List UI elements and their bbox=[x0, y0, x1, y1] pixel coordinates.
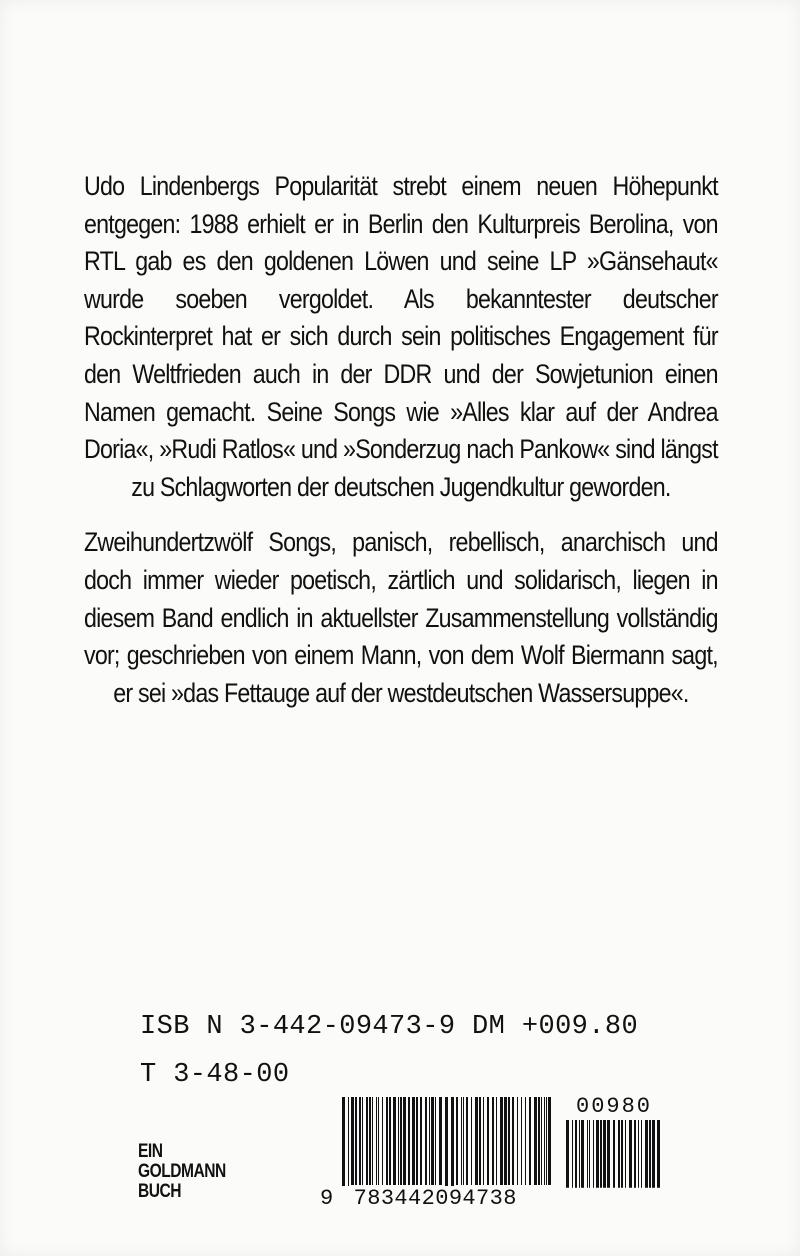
blurb-text bbox=[84, 168, 718, 712]
publisher-logo-line-2: GOLDMANN bbox=[138, 1161, 226, 1182]
blurb-paragraph-2: Zweihundertzwölf Songs, panisch, rebellisch, anarchisch und doch immer wieder poetisch, zärtlich und solidarisch, liegen in diesem Band endlich in aktuellster Zusammenstellung vollständig vor; geschrieben von einem Mann, von dem Wolf Biermann sagt, er sei »das Fettauge auf der westdeutschen Wassersuppe«. bbox=[84, 527, 718, 708]
publisher-logo-line-3: BUCH bbox=[138, 1181, 182, 1202]
barcode-number: 783442094738 bbox=[353, 1186, 517, 1211]
price-group-code: T 3-48-00 bbox=[140, 1060, 290, 1090]
blurb-paragraph-1: Udo Lindenbergs Popularität strebt einem neuen Höhepunkt entgegen: 1988 erhielt er in Berlin den Kulturpreis Berolina, von RTL gab es den goldenen Löwen und seine LP »Gänsehaut« wurde soeben vergoldet. Als bekanntester deutscher Rockinterpret hat er sich durch sein politisches Engagement für den Weltfrieden auch in der DDR und der Sowjetunion einen Namen gemacht. Seine Songs wie »Alles klar auf der Andrea Doria«, »Rudi Ratlos« und »Sonderzug nach Pankow« sind längst zu Schlagworten der deutschen Jugendkultur geworden. bbox=[84, 171, 718, 502]
publisher-logo-line-1: EIN bbox=[138, 1141, 163, 1162]
addon-barcode-icon bbox=[566, 1120, 662, 1197]
publisher-logo bbox=[138, 1142, 226, 1202]
barcode-addon-digits: 00980 bbox=[576, 1094, 653, 1119]
ean-barcode-icon bbox=[342, 1097, 552, 1197]
barcode-lead-digit: 9 bbox=[320, 1186, 334, 1211]
isbn-price-line: ISB N 3-442-09473-9 DM +009.80 bbox=[140, 1012, 639, 1042]
barcode-digits bbox=[318, 1186, 519, 1211]
